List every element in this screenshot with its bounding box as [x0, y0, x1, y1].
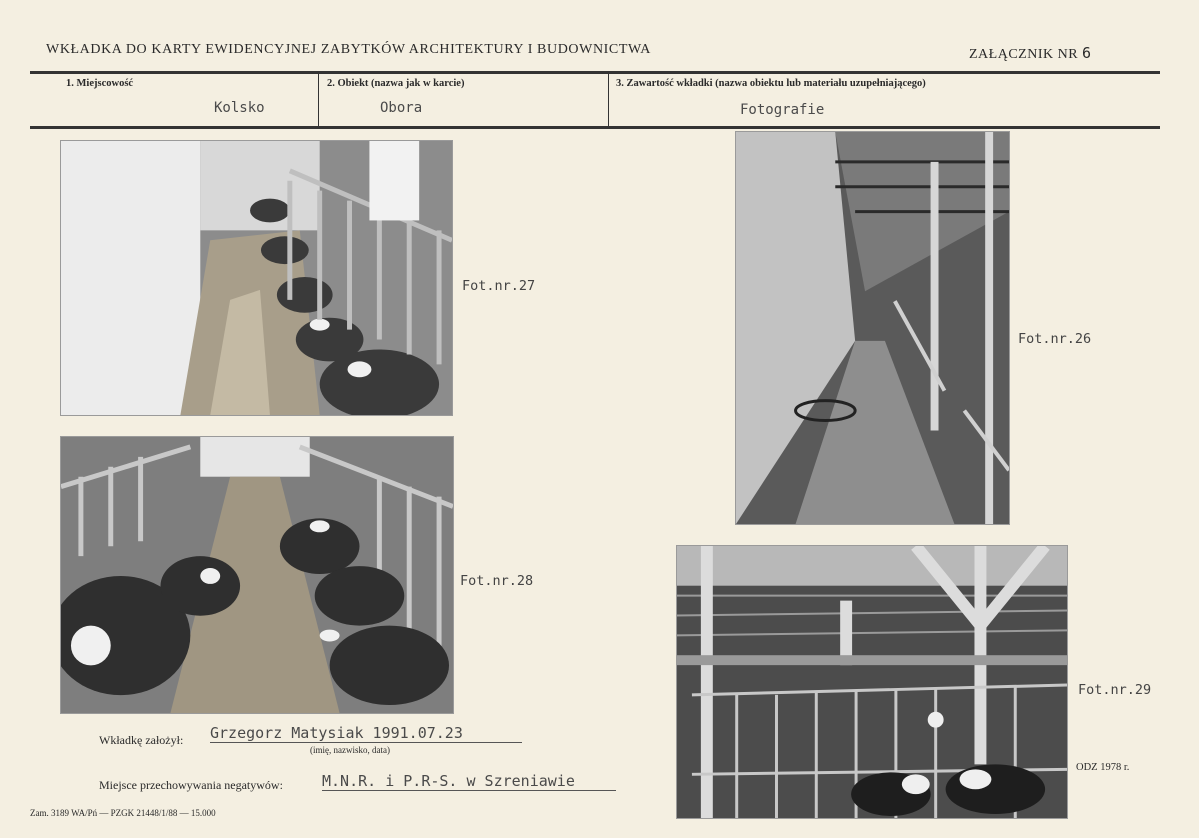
founder-hint: (imię, nazwisko, data)	[310, 745, 390, 755]
object-value: Obora	[380, 100, 423, 116]
photo-27-caption: Fot.nr.27	[462, 278, 536, 294]
founder-value: Grzegorz Matysiak 1991.07.23	[210, 724, 522, 743]
locality-value: Kolsko	[214, 100, 265, 116]
photo-26	[735, 131, 1010, 525]
mid-rule	[30, 126, 1160, 129]
field-divider	[318, 74, 319, 128]
locality-label: 1. Miejscowość	[66, 78, 134, 89]
contents-value: Fotografie	[740, 102, 825, 118]
print-info: Zam. 3189 WA/Pń — PZGK 21448/1/88 — 15.000	[30, 808, 216, 818]
photo-28	[60, 436, 454, 714]
top-rule	[30, 71, 1160, 74]
negatives-label: Miejsce przechowywania negatywów:	[99, 778, 283, 792]
contents-label: 3. Zawartość wkładki (nazwa obiektu lub materiału uzupełniającego)	[616, 78, 926, 89]
form-code: ODZ 1978 r.	[1076, 762, 1130, 773]
photo-29	[676, 545, 1068, 819]
founder-label: Wkładkę założył:	[99, 733, 184, 747]
photo-27	[60, 140, 453, 416]
photo-29-caption: Fot.nr.29	[1078, 682, 1152, 698]
photo-28-caption: Fot.nr.28	[460, 573, 534, 589]
photo-26-caption: Fot.nr.26	[1018, 331, 1092, 347]
annex-number: 6	[1082, 44, 1092, 62]
form-title: WKŁADKA DO KARTY EWIDENCYJNEJ ZABYTKÓW ARCHITEKTURY I BUDOWNICTWA	[46, 42, 651, 57]
object-label: 2. Obiekt (nazwa jak w karcie)	[327, 78, 465, 89]
annex-label-text: ZAŁĄCZNIK NR	[969, 47, 1079, 62]
field-divider	[608, 74, 609, 128]
annex-label	[969, 44, 1092, 63]
negatives-value: M.N.R. i P.R-S. w Szreniawie	[322, 772, 616, 791]
